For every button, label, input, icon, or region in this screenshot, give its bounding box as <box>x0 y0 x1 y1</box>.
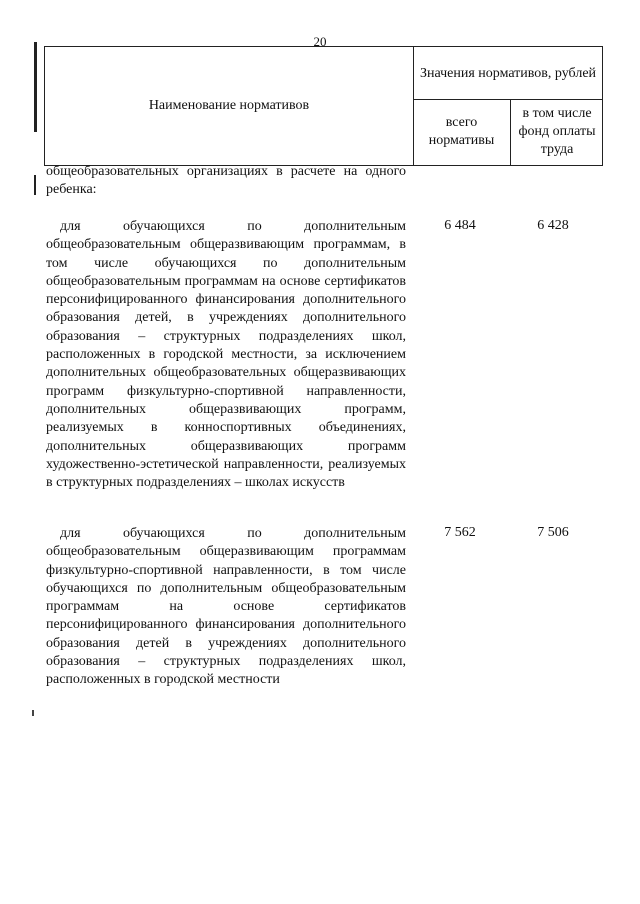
header-total-column: всего нормативы <box>413 99 511 165</box>
row-1-total: 6 484 <box>444 218 476 233</box>
header-name-column: Наименование нормативов <box>45 47 414 165</box>
row-1-fund: 6 428 <box>537 218 569 233</box>
row-2-fund: 7 506 <box>537 525 569 540</box>
row-2-text: для обучающихся по дополнительным общеобразовательным общеразвивающим программам физкультурно-спортивной направленности, в том числе обучающихся по дополнительным общеобразовательным программам на основе сертификатов персонифицированного финансирования дополнительного образования детей в учреждениях дополнительного образования – структурных подразделениях школ, расположенных в городской местности <box>46 526 406 688</box>
table-header <box>44 46 603 166</box>
binding-line-small <box>34 175 36 195</box>
row-1-text: для обучающихся по дополнительным общеобразовательным общеразвивающим программам, в том числе обучающихся по дополнительным общеобразовательным программам на основе сертификатов персонифицированного финансирования дополнительного образования детей, в учреждениях дополнительного образования – структурных подразделениях школ, расположенных в городской местности, за исключением дополнительных общеобразовательных общеразвивающих программ физкультурно-спортивной направленности, дополнительных общеразвивающих программ, реализуемых в конноспортивных объединениях, дополнительных общеразвивающих программ художественно-эстетической направленности, реализуемых в структурных подразделениях – школах искусств <box>46 219 406 491</box>
binding-dot <box>32 710 34 716</box>
header-fund-column: в том числе фонд оплаты труда <box>518 106 596 157</box>
binding-line <box>34 42 37 132</box>
page-number: 20 <box>313 34 327 49</box>
row-continuation-text: общеобразовательных организациях в расчете на одного ребенка: <box>46 164 406 198</box>
header-values-group: Значения нормативов, рублей <box>413 47 603 100</box>
row-2-total: 7 562 <box>444 525 476 540</box>
